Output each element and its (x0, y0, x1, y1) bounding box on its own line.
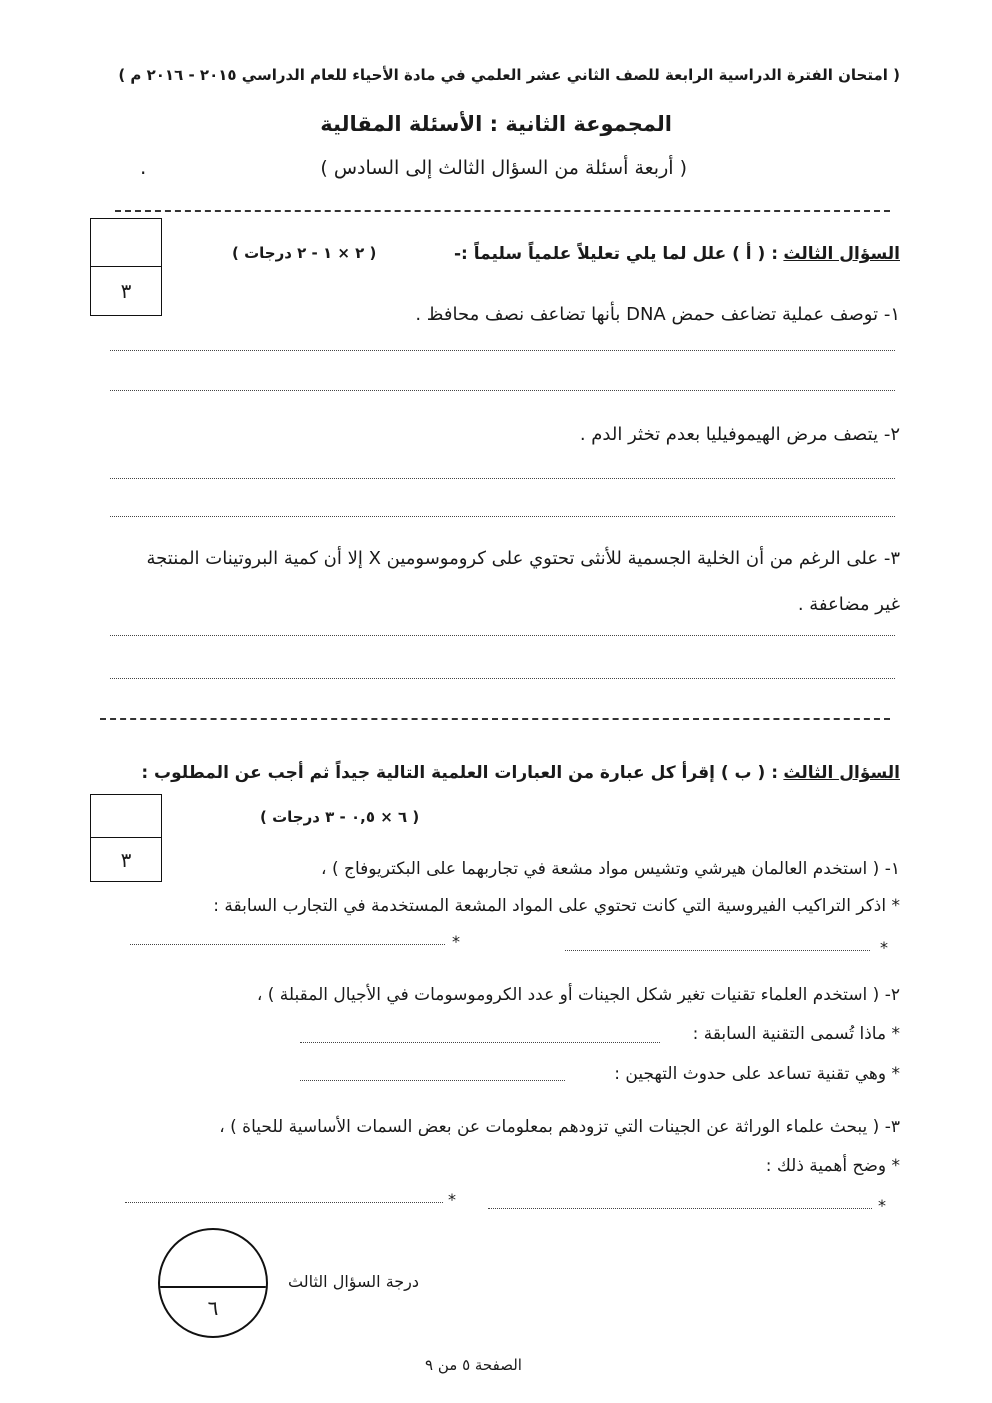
part-a-marks: ( ٢ × ١ - ٢ درجات ) (232, 244, 377, 262)
answer-line[interactable] (110, 390, 895, 391)
answer-line[interactable] (565, 950, 870, 951)
question-label: السؤال الثالث (783, 763, 900, 783)
answer-line[interactable] (110, 678, 895, 679)
stray-mark: . (140, 155, 147, 179)
answer-line[interactable] (110, 635, 895, 636)
part-a-heading (454, 244, 900, 264)
bullet-mark: * (878, 1196, 886, 1215)
grade-box-part-a (90, 218, 162, 316)
group-title: المجموعة الثانية : الأسئلة المقالية (320, 112, 672, 136)
answer-line[interactable] (125, 1202, 443, 1203)
part-b-marks: ( ٦ × ٠,٥ - ٣ درجات ) (260, 808, 420, 826)
divider-middle (100, 718, 890, 720)
total-grade-circle (158, 1228, 268, 1338)
divider-top (115, 210, 890, 212)
item-b3-prompt: * وضح أهمية ذلك : (765, 1156, 900, 1176)
item-b2-prompt-b: * وهي تقنية تساعد على حدوث التهجين : (614, 1064, 900, 1084)
bullet-mark: * (880, 938, 888, 957)
item-b3-statement: ٣- ( يبحث علماء الوراثة عن الجينات التي تزودهم بمعلومات عن بعض السمات الأساسية للحياة ) ، (219, 1117, 900, 1137)
item-a1: ١- توصف عملية تضاعف حمض DNA بأنها تضاعف نصف محافظ . (415, 304, 900, 325)
page-number: الصفحة ٥ من ٩ (425, 1356, 522, 1374)
total-grade-value: ٦ (207, 1296, 219, 1320)
answer-line[interactable] (488, 1208, 872, 1209)
bullet-mark: * (448, 1190, 456, 1209)
exam-title: ( امتحان الفترة الدراسية الرابعة للصف الثاني عشر العلمي في مادة الأحياء للعام الدراسي ٢٠١٥ - ٢٠١٦ م ) (118, 66, 900, 84)
answer-line[interactable] (300, 1080, 565, 1081)
item-a3-continued: غير مضاعفة . (797, 594, 900, 615)
answer-line[interactable] (300, 1042, 660, 1043)
subtitle: ( أربعة أسئلة من السؤال الثالث إلى السادس ) (320, 157, 687, 179)
item-b1-statement: ١- ( استخدم العالمان هيرشي وتشيس مواد مشعة في تجاربهما على البكتريوفاج ) ، (321, 859, 900, 879)
answer-line[interactable] (130, 944, 445, 945)
bullet-mark: * (452, 932, 460, 951)
answer-line[interactable] (110, 478, 895, 479)
answer-line[interactable] (110, 350, 895, 351)
question-label: السؤال الثالث (783, 244, 900, 264)
item-b2-prompt-a: * ماذا تُسمى التقنية السابقة : (692, 1024, 900, 1044)
item-b1-prompt: * اذكر التراكيب الفيروسية التي كانت تحتوي على المواد المشعة المستخدمة في التجارب السابقة : (213, 896, 900, 916)
item-a3: ٣- على الرغم من أن الخلية الجسمية للأنثى تحتوي على كروموسومين X إلا أن كمية البروتينات المنتجة (146, 548, 900, 569)
question-instruction: : ( أ ) علل لما يلي تعليلاً علمياً سليماً :- (453, 244, 779, 264)
grade-box-value: ٣ (120, 847, 132, 872)
grade-box-part-b (90, 794, 162, 882)
grade-box-value: ٣ (120, 279, 132, 303)
question-instruction: : ( ب ) إقرأ كل عبارة من العبارات العلمية التالية جيداً ثم أجب عن المطلوب : (141, 763, 779, 783)
item-a2: ٢- يتصف مرض الهيموفيليا بعدم تخثر الدم . (579, 424, 900, 445)
part-b-heading (141, 763, 900, 783)
answer-line[interactable] (110, 516, 895, 517)
item-b2-statement: ٢- ( استخدم العلماء تقنيات تغير شكل الجينات أو عدد الكروموسومات في الأجيال المقبلة ) ، (256, 985, 900, 1005)
total-grade-label: درجة السؤال الثالث (288, 1272, 420, 1291)
